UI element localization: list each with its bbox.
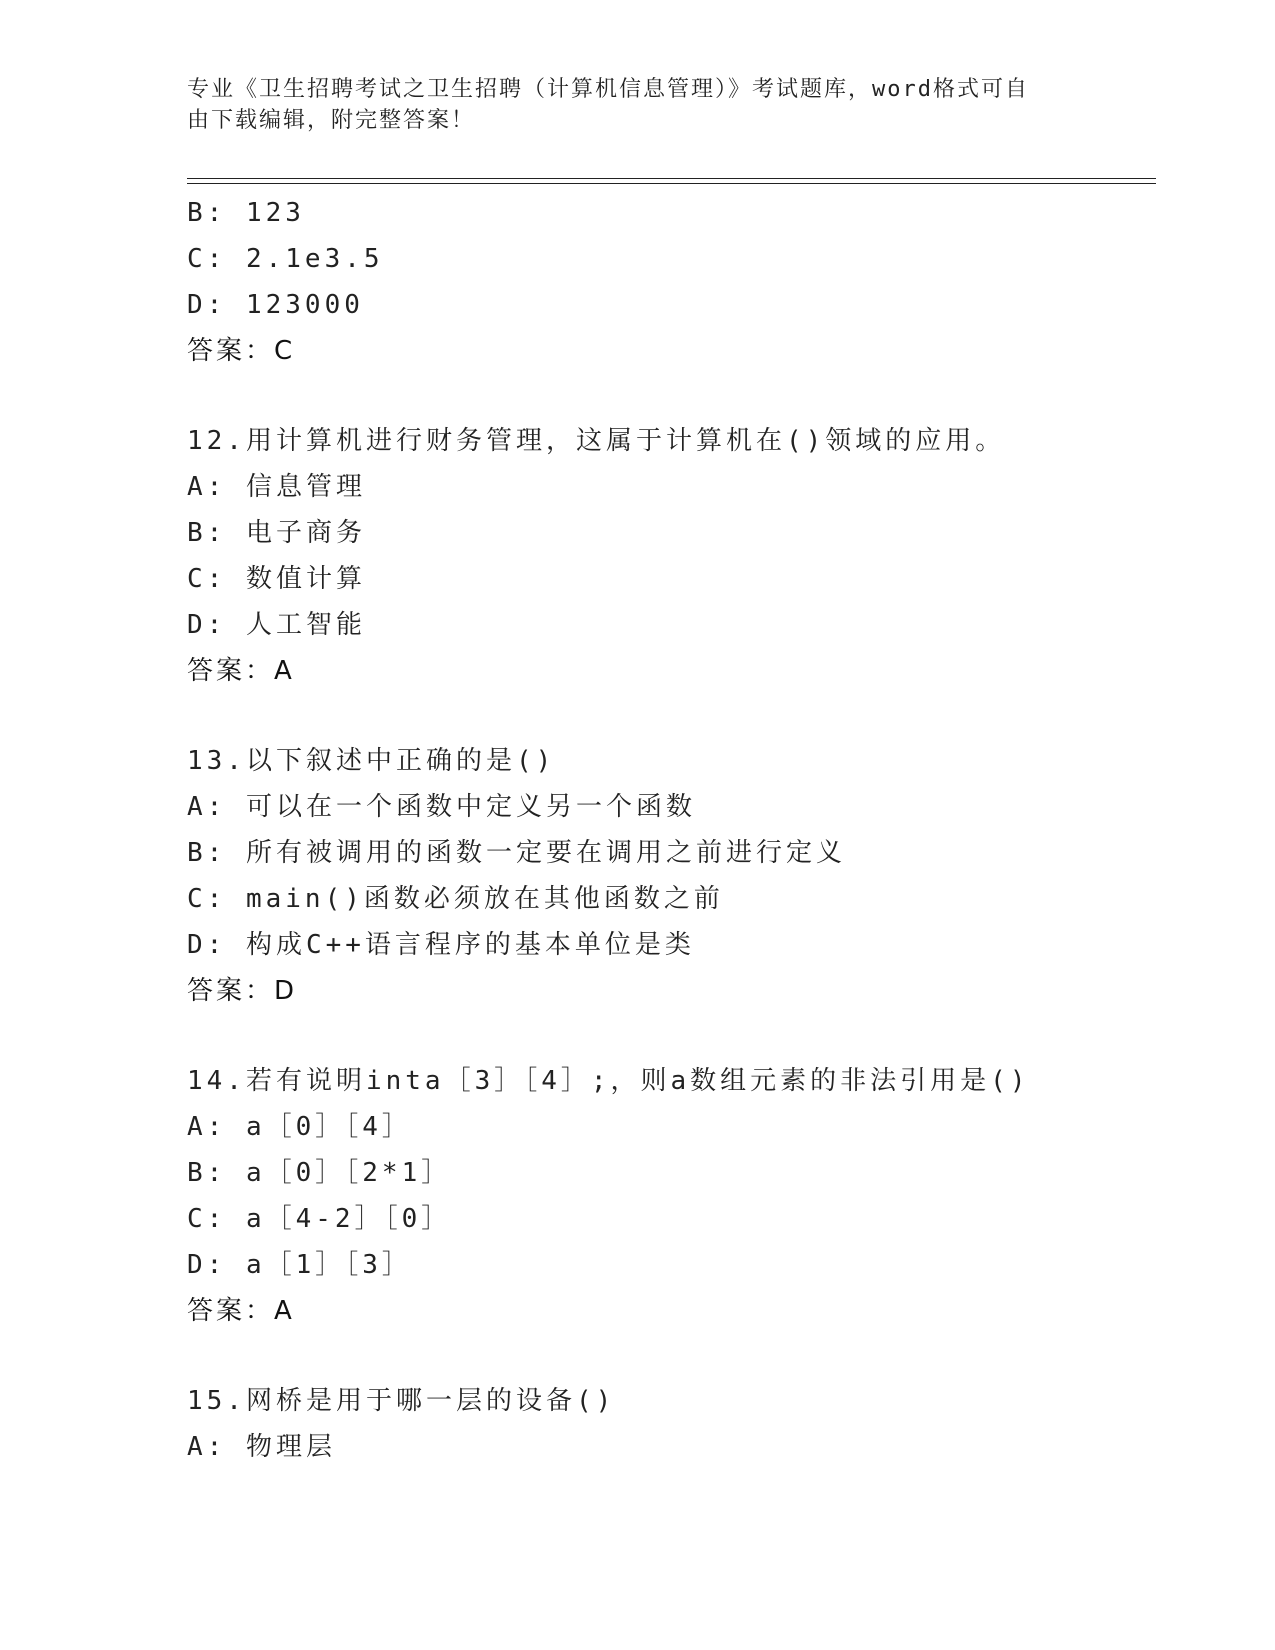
q13-option-a: A: 可以在一个函数中定义另一个函数 — [187, 792, 696, 822]
q14-question: 14.若有说明inta［3］［4］;，则a数组元素的非法引用是() — [187, 1066, 1030, 1096]
q11-option-b: B: 123 — [187, 198, 305, 228]
q14-option-d: D: a［1］［3］ — [187, 1250, 412, 1280]
question-14 — [187, 1058, 1156, 1334]
q13-option-c: C: main()函数必须放在其他函数之前 — [187, 884, 724, 914]
q14-option-b: B: a［0］［2*1］ — [187, 1158, 452, 1188]
question-content — [187, 190, 1156, 1470]
q14-answer: 答案：A — [187, 1296, 295, 1326]
q12-question: 12.用计算机进行财务管理，这属于计算机在()领域的应用。 — [187, 426, 1006, 456]
q11-answer: 答案：C — [187, 336, 296, 366]
spacer — [187, 1014, 1156, 1058]
q12-option-b: B: 电子商务 — [187, 518, 366, 548]
q13-answer: 答案：D — [187, 976, 298, 1006]
q15-question: 15.网桥是用于哪一层的设备() — [187, 1386, 616, 1416]
question-13 — [187, 738, 1156, 1014]
q12-answer: 答案：A — [187, 656, 295, 686]
header-line-1: 专业《卫生招聘考试之卫生招聘（计算机信息管理）》考试题库，word格式可自 — [187, 77, 1029, 102]
q14-option-a: A: a［0］［4］ — [187, 1112, 412, 1142]
document-header — [187, 74, 1067, 136]
q12-option-d: D: 人工智能 — [187, 610, 366, 640]
q11-option-c: C: 2.1e3.5 — [187, 244, 384, 274]
header-rule-bottom — [187, 183, 1156, 184]
question-11 — [187, 190, 1156, 374]
q13-question: 13.以下叙述中正确的是() — [187, 746, 556, 776]
spacer — [187, 694, 1156, 738]
question-15 — [187, 1378, 1156, 1470]
spacer — [187, 1334, 1156, 1378]
q13-option-d: D: 构成C++语言程序的基本单位是类 — [187, 930, 695, 960]
header-rule-top — [187, 178, 1156, 179]
q14-option-c: C: a［4-2］［0］ — [187, 1204, 452, 1234]
spacer — [187, 374, 1156, 418]
q12-option-a: A: 信息管理 — [187, 472, 366, 502]
question-12 — [187, 418, 1156, 694]
q13-option-b: B: 所有被调用的函数一定要在调用之前进行定义 — [187, 838, 846, 868]
header-line-2: 由下载编辑，附完整答案！ — [187, 108, 476, 133]
q15-option-a: A: 物理层 — [187, 1432, 336, 1462]
q12-option-c: C: 数值计算 — [187, 564, 366, 594]
q11-option-d: D: 123000 — [187, 290, 364, 320]
